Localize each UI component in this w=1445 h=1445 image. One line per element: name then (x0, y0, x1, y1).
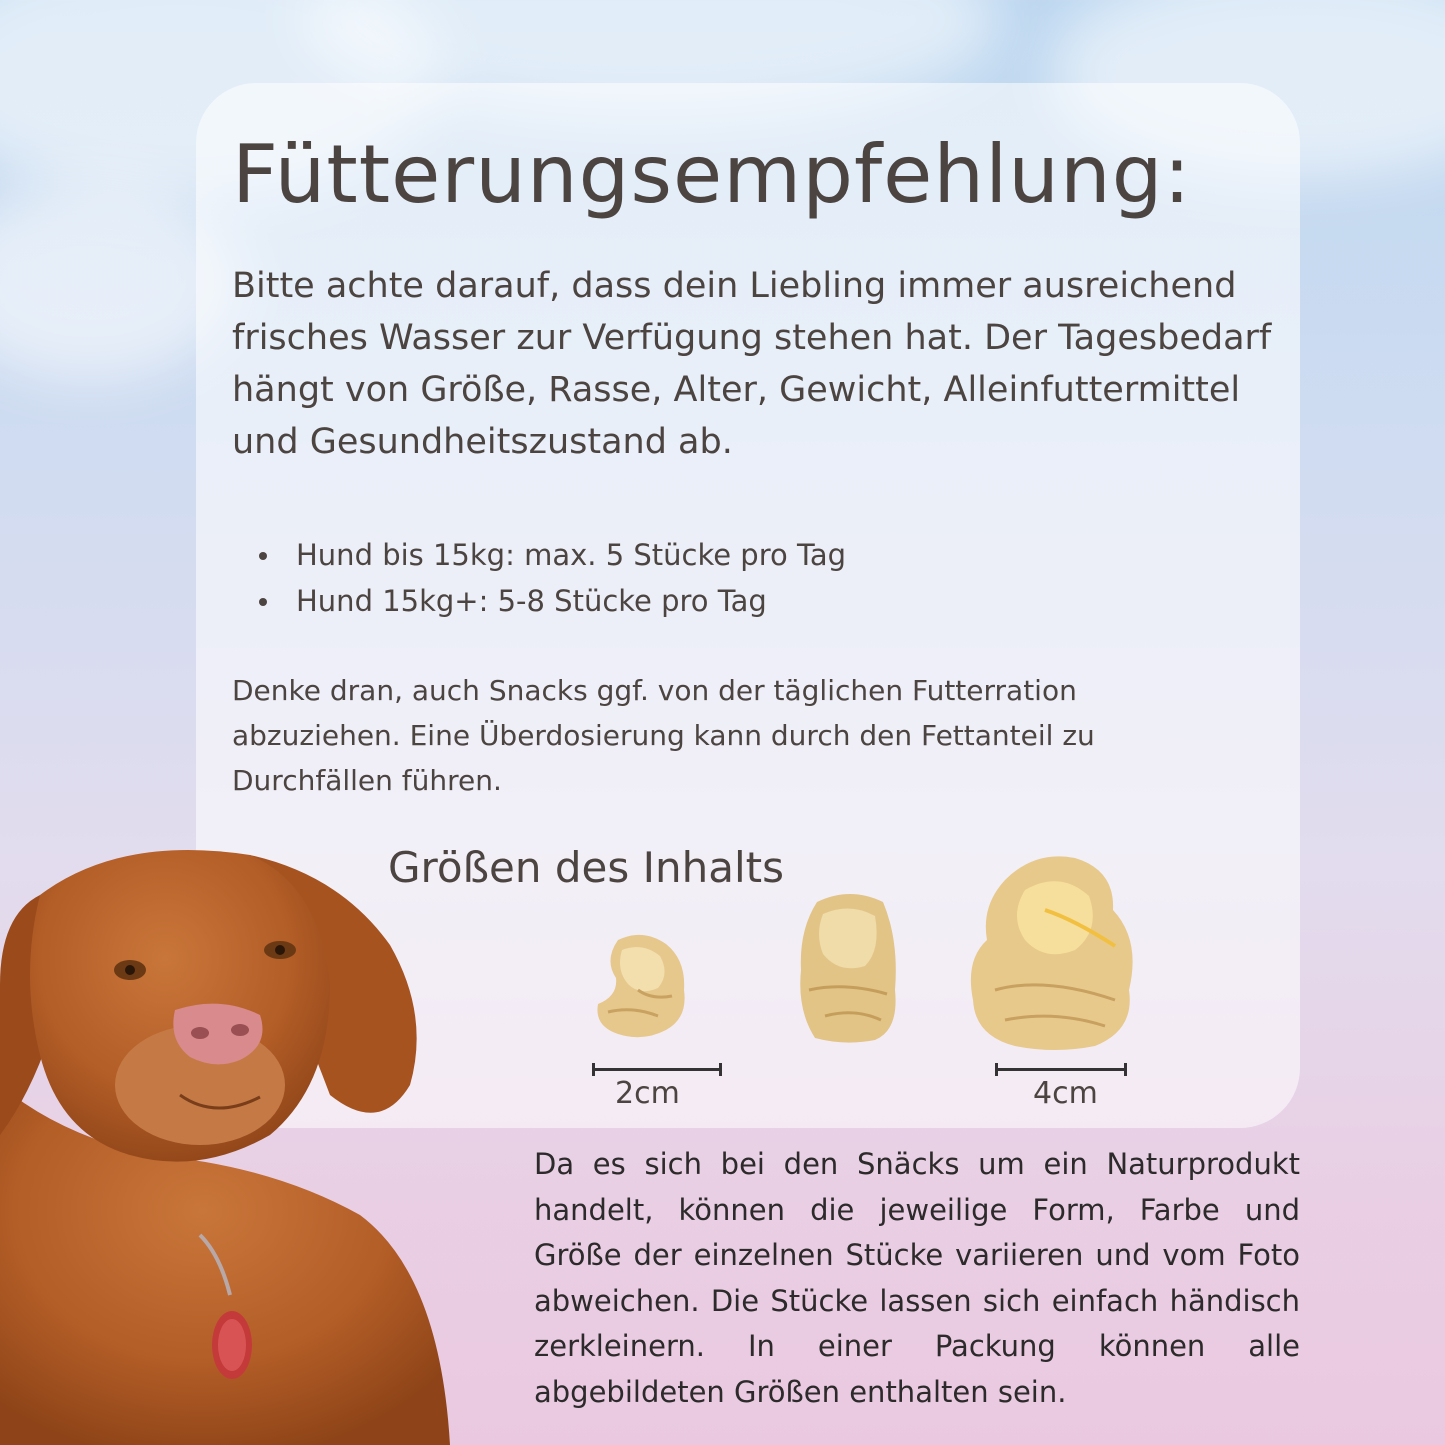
note-text: Denke dran, auch Snacks ggf. von der täglichen Futterration abzuziehen. Eine Überdosierung kann durch den Fettanteil zu Durchfällen führen. (232, 674, 1095, 797)
dog-image (0, 835, 460, 1445)
feeding-list (252, 532, 846, 624)
list-item: Hund 15kg+: 5-8 Stücke pro Tag (252, 578, 846, 624)
sizes-heading: Größen des Inhalts (388, 843, 784, 892)
snack-small-image (588, 930, 698, 1045)
scale-label-2cm: 2cm (615, 1076, 680, 1111)
snack-medium-image (795, 890, 905, 1045)
scale-label-4cm: 4cm (1033, 1076, 1098, 1111)
page-title: Fütterungsempfehlung: (232, 128, 1192, 221)
disclaimer-text: Da es sich bei den Snäcks um ein Naturprodukt handelt, können die jeweilige Form, Farbe und Größe der einzelnen Stücke variieren und vom Foto abweichen. Die Stücke lassen sich einfach händisch zerkleinern. In einer Packung können alle abgebildeten Größen enthalten sein. (534, 1147, 1300, 1409)
list-item: Hund bis 15kg: max. 5 Stücke pro Tag (252, 532, 846, 578)
scale-bar-2cm (592, 1068, 722, 1071)
scale-bar-4cm (995, 1068, 1127, 1071)
intro-text: Bitte achte darauf, dass dein Liebling immer ausreichend frisches Wasser zur Verfügung stehen hat. Der Tagesbedarf hängt von Größe, Rasse, Alter, Gewicht, Alleinfuttermittel und Gesundheitszustand ab. (232, 266, 1272, 462)
snack-large-image (965, 850, 1145, 1055)
